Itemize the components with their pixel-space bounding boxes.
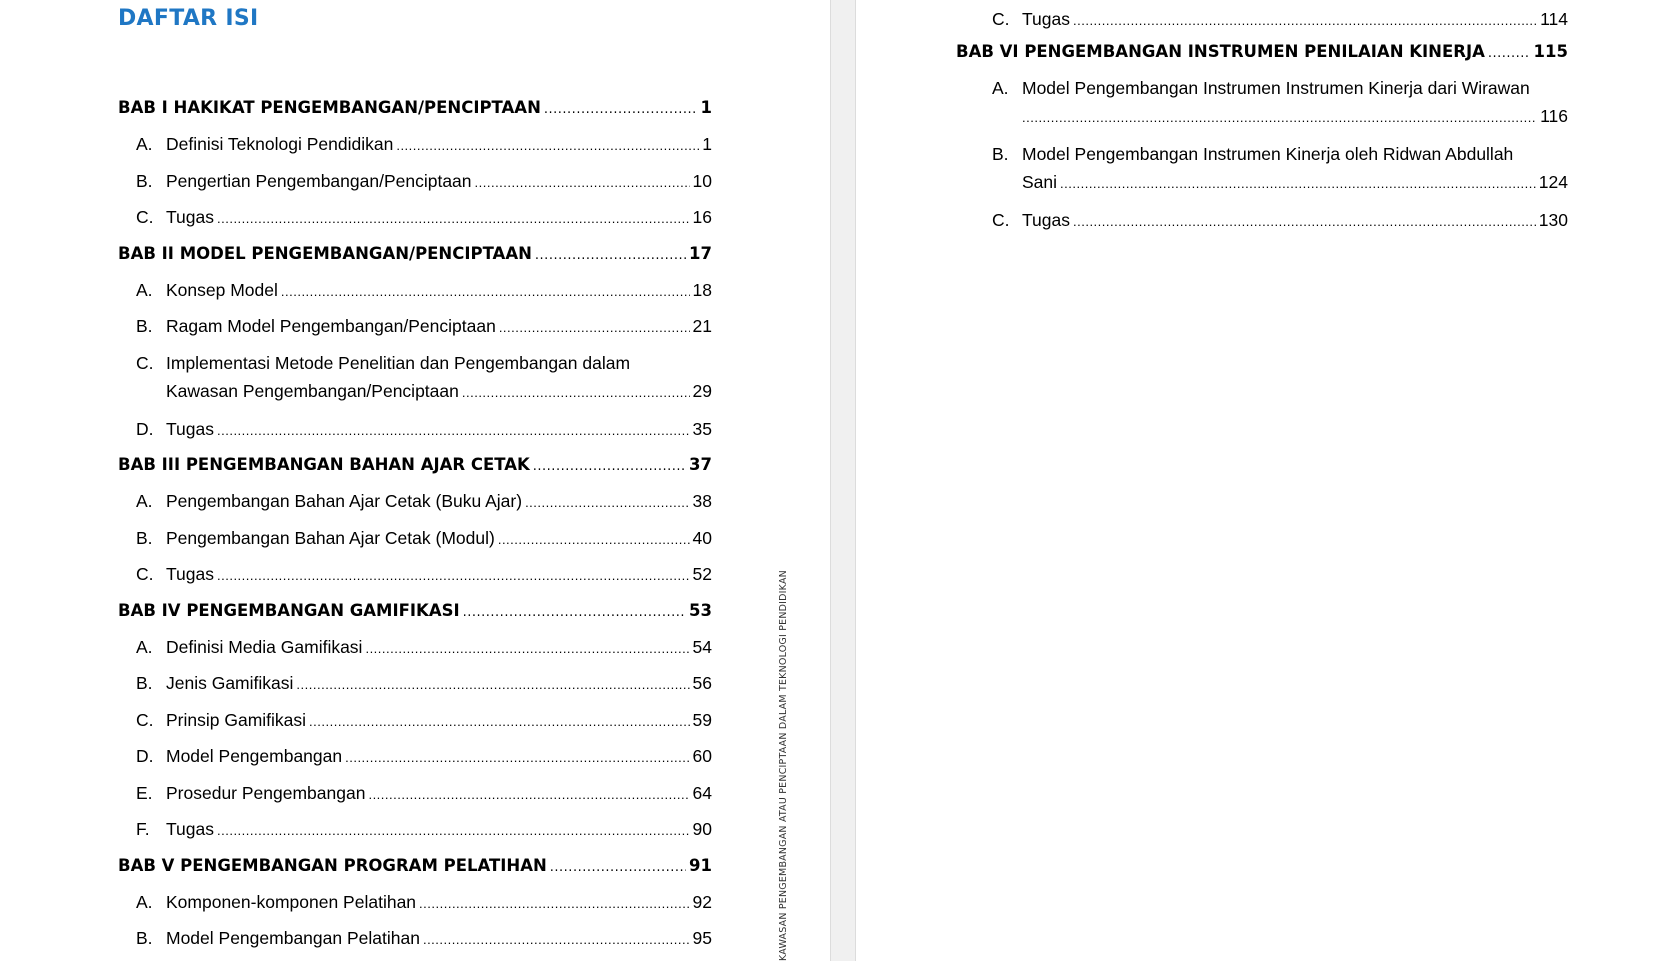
leader-dots — [1073, 4, 1537, 36]
toc-section[interactable] — [118, 483, 712, 520]
leader-dots — [419, 884, 689, 923]
leader-dots — [498, 520, 690, 559]
toc-section[interactable] — [974, 136, 1568, 202]
toc-section[interactable] — [118, 345, 712, 411]
section-title: Implementasi Metode Penelitian dan Pengembangan dalam — [166, 352, 631, 373]
leader-dots — [1073, 202, 1536, 241]
toc-chapter[interactable] — [118, 447, 712, 483]
toc-chapter[interactable] — [956, 34, 1568, 70]
leader-dots — [423, 920, 690, 959]
section-title: Definisi Media Gamifikasi — [166, 636, 363, 657]
toc-section[interactable] — [118, 665, 712, 702]
leader-dots — [345, 738, 689, 777]
section-letter: A. — [136, 134, 153, 154]
section-letter: E. — [136, 782, 153, 803]
page-number: 116 — [1540, 106, 1568, 126]
page-number: 92 — [692, 891, 712, 912]
leader-dots — [217, 556, 690, 595]
leader-dots — [396, 126, 699, 165]
section-letter: B. — [136, 316, 153, 336]
leader-dots — [475, 163, 690, 202]
section-letter: D. — [136, 418, 154, 439]
toc-page-right — [856, 0, 1674, 961]
page-number: 21 — [692, 316, 712, 336]
chapter-title: BAB III PENGEMBANGAN BAHAN AJAR CETAK — [118, 455, 530, 474]
section-title: Ragam Model Pengembangan/Penciptaan — [166, 316, 496, 336]
chapter-title: BAB I HAKIKAT PENGEMBANGAN/PENCIPTAAN — [118, 98, 541, 117]
section-letter: B. — [136, 170, 153, 191]
toc-section[interactable] — [118, 738, 712, 775]
leader-dots — [1060, 168, 1536, 198]
leader-dots — [217, 199, 690, 238]
toc-section[interactable] — [118, 775, 712, 812]
section-letter: F. — [136, 819, 150, 839]
page-number: 1 — [700, 98, 712, 117]
leader-dots — [550, 848, 686, 886]
leader-dots — [533, 447, 686, 485]
leader-dots — [499, 308, 690, 347]
section-title: Model Pengembangan — [166, 746, 343, 766]
leader-dots — [217, 811, 690, 850]
toc-list-left — [118, 90, 712, 957]
leader-dots — [1022, 102, 1537, 132]
leader-dots — [1488, 34, 1531, 72]
toc-section[interactable] — [118, 308, 712, 345]
section-letter: B. — [992, 144, 1009, 164]
leader-dots — [535, 236, 686, 274]
section-letter: C. — [136, 709, 154, 730]
section-title: Jenis Gamifikasi — [166, 673, 294, 693]
toc-section[interactable] — [118, 556, 712, 593]
leader-dots — [309, 702, 689, 741]
page-number: 29 — [692, 380, 712, 401]
toc-chapter[interactable] — [118, 236, 712, 272]
section-title: Tugas — [166, 564, 214, 584]
toc-section[interactable] — [974, 4, 1568, 34]
toc-chapter[interactable] — [118, 848, 712, 884]
section-letter: C. — [992, 210, 1010, 230]
section-title: Tugas — [166, 207, 214, 227]
page-number: 91 — [689, 855, 712, 875]
section-letter: C. — [992, 9, 1010, 29]
section-title: Model Pengembangan Instrumen Instrumen Kinerja dari Wirawan — [1022, 78, 1530, 98]
section-letter: C. — [136, 207, 154, 227]
page-number: 56 — [692, 673, 712, 693]
chapter-title: BAB V PENGEMBANGAN PROGRAM PELATIHAN — [118, 855, 547, 875]
page-number: 37 — [689, 455, 712, 474]
toc-section[interactable] — [118, 629, 712, 666]
section-title: Pengembangan Bahan Ajar Cetak (Modul) — [166, 527, 495, 548]
toc-section[interactable] — [118, 520, 712, 557]
section-title: Tugas — [166, 819, 214, 839]
leader-dots — [365, 629, 689, 668]
page-number: 130 — [1538, 210, 1568, 230]
page-number: 60 — [692, 746, 712, 766]
section-letter: C. — [136, 564, 154, 584]
leader-dots — [463, 593, 686, 631]
page-number: 38 — [692, 491, 712, 511]
section-title: Tugas — [166, 418, 214, 439]
page-number: 95 — [692, 928, 712, 948]
section-letter: D. — [136, 746, 154, 766]
page-number: 64 — [692, 782, 712, 803]
toc-list-right — [956, 4, 1568, 239]
section-title: Model Pengembangan Instrumen Kinerja oleh Ridwan Abdullah — [1022, 144, 1514, 164]
page-number: 16 — [692, 207, 712, 227]
toc-section[interactable] — [118, 884, 712, 921]
chapter-title: BAB IV PENGEMBANGAN GAMIFIKASI — [118, 600, 460, 620]
leader-dots — [296, 665, 689, 704]
section-letter: B. — [136, 527, 153, 548]
page-number: 10 — [692, 170, 712, 191]
leader-dots — [462, 377, 690, 407]
section-letter: A. — [992, 78, 1009, 98]
page-number: 52 — [692, 564, 712, 584]
page-number: 54 — [692, 636, 712, 657]
toc-section[interactable] — [118, 272, 712, 309]
section-title: Prosedur Pengembangan — [166, 782, 366, 803]
toc-section[interactable] — [118, 411, 712, 448]
section-title: Konsep Model — [166, 279, 278, 300]
toc-page-left — [0, 0, 830, 961]
page-number: 90 — [692, 819, 712, 839]
section-title: Prinsip Gamifikasi — [166, 709, 307, 730]
chapter-title: BAB VI PENGEMBANGAN INSTRUMEN PENILAIAN KINERJA — [956, 42, 1485, 61]
section-title: Model Pengembangan Pelatihan — [166, 928, 420, 948]
toc-section[interactable] — [974, 202, 1568, 239]
leader-dots — [368, 775, 689, 814]
leader-dots — [217, 411, 690, 450]
section-letter: B. — [136, 673, 153, 693]
toc-section[interactable] — [118, 920, 712, 957]
toc-chapter[interactable] — [118, 90, 712, 126]
section-title: Pengertian Pengembangan/Penciptaan — [166, 170, 472, 191]
section-letter: B. — [136, 928, 153, 948]
page-number: 53 — [689, 600, 712, 620]
page-number: 18 — [692, 279, 712, 300]
toc-section[interactable] — [974, 70, 1568, 136]
toc-section[interactable] — [118, 126, 712, 163]
leader-dots — [544, 90, 698, 128]
page-number: 59 — [692, 709, 712, 730]
section-title-continued: Kawasan Pengembangan/Penciptaan — [166, 380, 459, 401]
section-letter: A. — [136, 491, 153, 511]
page-number: 35 — [692, 418, 712, 439]
section-letter: A. — [136, 279, 153, 300]
section-letter: A. — [136, 636, 153, 657]
toc-section[interactable] — [118, 702, 712, 739]
section-title: Tugas — [1022, 9, 1070, 29]
section-title: Definisi Teknologi Pendidikan — [166, 134, 394, 154]
section-title: Tugas — [1022, 210, 1070, 230]
chapter-title: BAB II MODEL PENGEMBANGAN/PENCIPTAAN — [118, 243, 532, 263]
toc-section[interactable] — [118, 163, 712, 200]
running-side-label: KAWASAN PENGEMBANGAN ATAU PENCIPTAAN DALAM TEKNOLOGI PENDIDIKAN — [778, 570, 789, 961]
toc-section[interactable] — [118, 199, 712, 236]
leader-dots — [281, 272, 690, 311]
section-letter: A. — [136, 891, 153, 912]
section-letter: C. — [136, 352, 154, 373]
page-number: 124 — [1538, 172, 1568, 192]
section-title-continued: Sani — [1022, 172, 1058, 192]
page-number: 114 — [1540, 9, 1568, 29]
page-number: 17 — [689, 243, 712, 263]
toc-section[interactable] — [118, 811, 712, 848]
toc-title: DAFTAR ISI — [118, 6, 259, 31]
page-number: 40 — [692, 527, 712, 548]
page-number: 115 — [1533, 42, 1568, 61]
toc-chapter[interactable] — [118, 593, 712, 629]
page-gutter — [830, 0, 856, 961]
section-title: Komponen-komponen Pelatihan — [166, 891, 417, 912]
section-title: Pengembangan Bahan Ajar Cetak (Buku Ajar) — [166, 491, 523, 511]
page-number: 1 — [702, 134, 712, 154]
leader-dots — [525, 483, 689, 522]
